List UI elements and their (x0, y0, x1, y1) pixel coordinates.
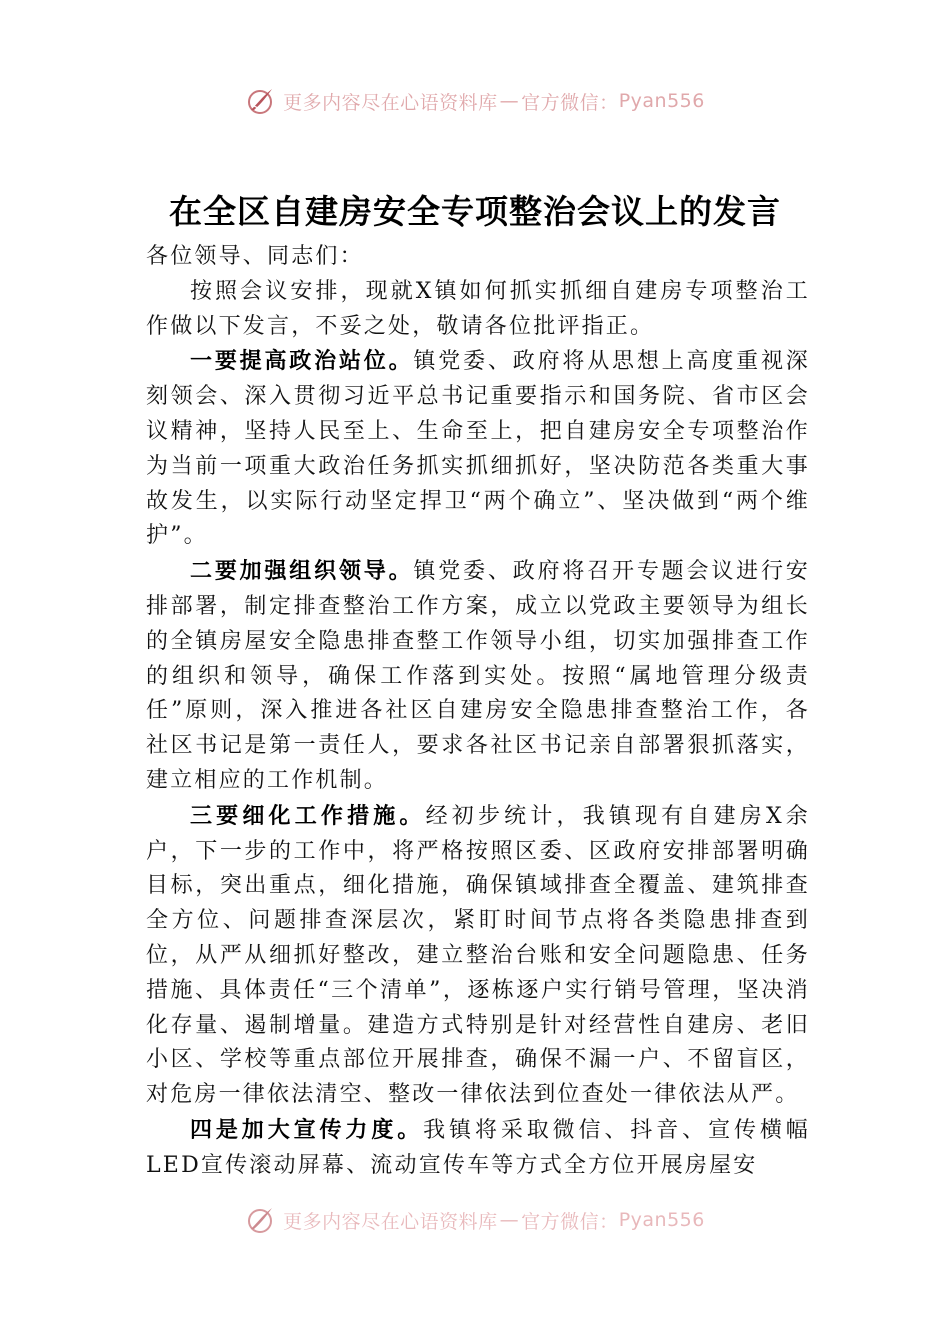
watermark-text: 更多内容尽在心语资料库 (283, 1210, 498, 1233)
watermark-wechat-id: Pyan556 (618, 1209, 705, 1231)
section-heading: 四是加大宣传力度。 (190, 1116, 424, 1143)
quill-logo-icon (245, 86, 275, 116)
section-body: 我镇将采取微信、抖音、宣传横幅LED宣传滚动屏幕、流动宣传车等方式全方位开展房屋安 (146, 1117, 810, 1178)
watermark-wechat-label: 官方微信： (521, 1210, 619, 1233)
watermark-wechat-label: 官方微信： (521, 91, 619, 114)
section-paragraph (146, 799, 810, 1113)
section-paragraph (146, 344, 810, 554)
section-body: 镇党委、政府将召开专题会议进行安排部署，制定排查整治工作方案，成立以党政主要领导为组长的全镇房屋安全隐患排查整工作领导小组，切实加强排查工作的组织和领导，确保工作落到实处。按照“属地管理分级责任”原则，深入推进各社区自建房安全隐患排查整治工作，各社区书记是第一责任人，要求各社区书记亲自部署狠抓落实，建立相应的工作机制。 (146, 559, 810, 793)
watermark-text: 更多内容尽在心语资料库 (283, 91, 498, 114)
watermark-header (0, 86, 950, 116)
greeting: 各位领导、同志们： (146, 244, 364, 269)
section-paragraph (146, 1113, 810, 1184)
section-body: 经初步统计，我镇现有自建房X余户，下一步的工作中，将严格按照区委、区政府安排部署明确目标，突出重点，细化措施，确保镇域排查全覆盖、建筑排查全方位、问题排查深层次，紧盯时间节点将各类隐患排查到位，从严从细抓好整改，建立整治台账和安全问题隐患、任务措施、具体责任“三个清单”，逐栋逐户实行销号管理，坚决消化存量、遏制增量。建造方式特别是针对经营性自建房、老旧小区、学校等重点部位开展排查，确保不漏一户、不留盲区，对危房一律依法清空、整改一律依法到位查处一律依法从严。 (146, 803, 810, 1108)
section-paragraph (146, 554, 810, 799)
section-body: 镇党委、政府将从思想上高度重视深刻领会、深入贯彻习近平总书记重要指示和国务院、省市区会议精神，坚持人民至上、生命至上，把自建房安全专项整治作为当前一项重大政治任务抓实抓细抓好，坚决防范各类重大事故发生，以实际行动坚定捍卫“两个确立”、坚决做到“两个维护”。 (146, 349, 810, 549)
section-heading: 一要提高政治站位。 (190, 348, 414, 375)
watermark-wechat-id: Pyan556 (618, 90, 705, 112)
intro-paragraph: 按照会议安排，现就X镇如何抓实抓细自建房专项整治工作做以下发言，不妥之处，敬请各位批评指正。 (146, 278, 810, 339)
watermark-footer (0, 1205, 950, 1235)
document-title: 在全区自建房安全专项整治会议上的发言 (169, 192, 781, 231)
watermark-separator: — (499, 1209, 520, 1231)
section-heading: 三要细化工作措施。 (190, 802, 426, 829)
document-body (146, 240, 810, 1184)
quill-logo-icon (245, 1205, 275, 1235)
watermark-separator: — (499, 90, 520, 112)
section-heading: 二要加强组织领导。 (190, 558, 414, 585)
